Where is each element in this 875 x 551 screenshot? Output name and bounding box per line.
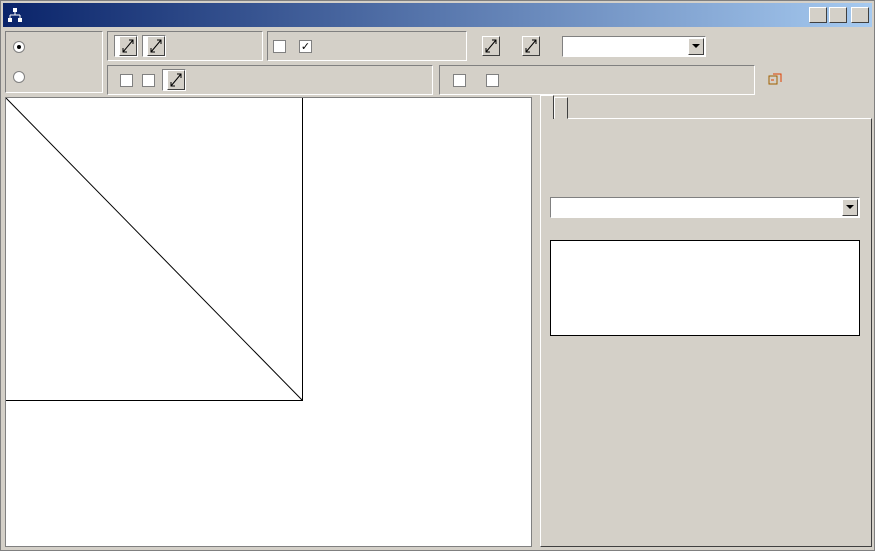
tab-content — [540, 118, 872, 547]
radio-matrix[interactable] — [13, 33, 31, 61]
numbering-checkbox[interactable] — [273, 40, 286, 53]
tab-files[interactable] — [554, 97, 568, 119]
attributes-panel — [540, 97, 872, 547]
quality-level-icon — [554, 202, 570, 214]
hide-cols-checkbox[interactable] — [486, 74, 499, 87]
close-button[interactable] — [851, 7, 869, 23]
links-checkbox[interactable] — [142, 74, 155, 87]
spin-updown-icon[interactable] — [147, 36, 165, 56]
title-bar — [3, 3, 872, 27]
unlinked-checkbox[interactable] — [120, 74, 133, 87]
matrix-grid — [5, 97, 532, 547]
column-width-icon[interactable] — [522, 36, 540, 56]
levels-spinner-1[interactable] — [114, 35, 138, 57]
app-icon — [7, 7, 23, 23]
links-spinner[interactable] — [162, 69, 186, 91]
spin-updown-icon[interactable] — [119, 36, 137, 56]
hide-rows-checkbox[interactable] — [453, 74, 466, 87]
radio-lists[interactable] — [13, 63, 31, 91]
diagonal-divider — [6, 98, 303, 401]
levels-spinner-2[interactable] — [142, 35, 166, 57]
matrix-corner — [6, 98, 303, 401]
radio-matrix-indicator[interactable] — [13, 41, 25, 53]
chevron-down-icon[interactable] — [688, 38, 704, 55]
spin-updown-icon[interactable] — [167, 70, 185, 90]
transpose-button[interactable] — [768, 66, 874, 94]
minimize-button[interactable] — [809, 7, 827, 23]
chevron-down-icon[interactable] — [842, 199, 858, 216]
transpose-icon — [768, 73, 782, 87]
maximize-button[interactable] — [829, 7, 847, 23]
radio-lists-indicator[interactable] — [13, 71, 25, 83]
quality-dropdown-list — [550, 240, 860, 336]
font-size-icon[interactable] — [482, 36, 500, 56]
tab-attributes[interactable] — [540, 95, 554, 119]
attributes-checkbox[interactable]: ✓ — [300, 39, 311, 53]
output-select[interactable] — [562, 36, 706, 57]
quality-select[interactable] — [550, 197, 860, 218]
